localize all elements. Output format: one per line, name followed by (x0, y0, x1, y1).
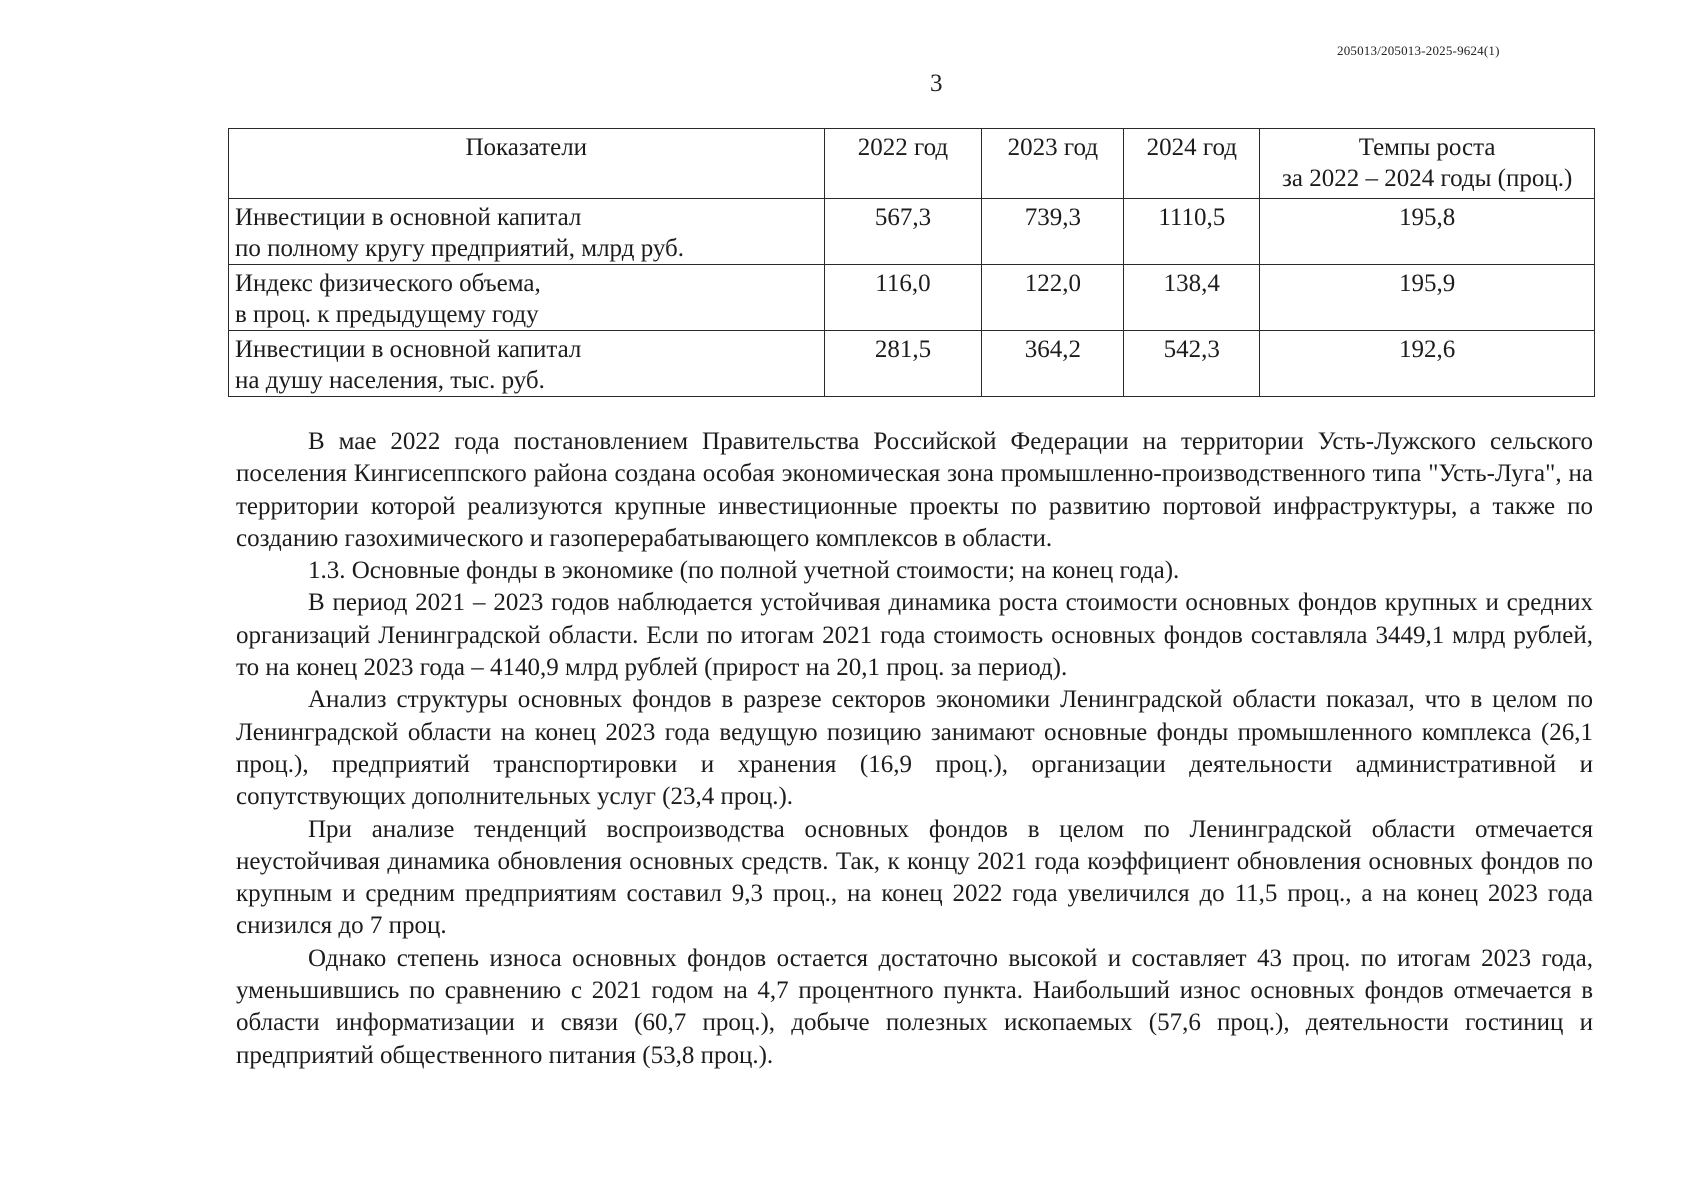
paragraph-special-economic-zone: В мае 2022 года постановлением Правительства Российской Федерации на территории Усть-Лужского сельского поселения Кингисеппского района создана особая экономическая зона промышленно-производственного типа "Усть-Луга", на территории которой реализуются крупные инвестиционные проекты по развитию портовой инфраструктуры, а также по созданию газохимического и газоперерабатывающего комплексов в области. (236, 428, 1593, 552)
indicator-label-line1: Индекс физического объема, (235, 270, 541, 297)
growth-rate-value: 195,9 (1260, 265, 1595, 331)
growth-header-line1: Темпы роста (1358, 134, 1496, 161)
paragraph-fixed-assets-growth: В период 2021 – 2023 годов наблюдается устойчивая динамика роста стоимости основных фондов крупных и средних организаций Ленинградской области. Если по итогам 2021 года стоимость основных фондов составляла 3449,1 млрд рублей, то на конец 2023 года – 4140,9 млрд рублей (прирост на 20,1 проц. за период). (236, 589, 1593, 682)
table-header-row (229, 129, 1595, 199)
value-2022: 116,0 (824, 265, 982, 331)
table-row (229, 265, 1595, 331)
column-header-2022: 2022 год (824, 129, 982, 199)
growth-rate-value: 195,8 (1260, 199, 1595, 265)
table-row (229, 199, 1595, 265)
section-heading-fixed-assets: 1.3. Основные фонды в экономике (по полной учетной стоимости; на конец года). (308, 557, 1180, 585)
column-header-growth-rate (1260, 129, 1595, 199)
page-number: 3 (930, 70, 943, 97)
column-header-2023: 2023 год (982, 129, 1124, 199)
value-2022: 281,5 (824, 331, 982, 397)
growth-header-line2: за 2022 – 2024 годы (проц.) (1281, 165, 1573, 192)
value-2024: 138,4 (1124, 265, 1260, 331)
column-header-indicator: Показатели (229, 129, 825, 199)
table-row (229, 331, 1595, 397)
value-2023: 739,3 (982, 199, 1124, 265)
value-2024: 1110,5 (1124, 199, 1260, 265)
indicator-label-line1: Инвестиции в основной капитал (235, 204, 582, 231)
paragraph-depreciation: Однако степень износа основных фондов остается достаточно высокой и составляет 43 проц. по итогам 2023 года, уменьшившись по сравнению с 2021 годом на 4,7 процентного пункта. Наибольший износ основных фондов отмечается в области информатизации и связи (60,7 проц.), добыче полезных ископаемых (57,6 проц.), деятельности гостиниц и предприятий общественного питания (53,8 проц.). (236, 944, 1593, 1069)
indicator-label-line2: в проц. к предыдущему году (235, 301, 539, 328)
indicator-label-line1: Инвестиции в основной капитал (235, 336, 582, 363)
document-registration-number: 205013/205013-2025-9624(1) (1337, 43, 1500, 58)
indicator-cell (229, 265, 825, 331)
value-2023: 364,2 (982, 331, 1124, 397)
value-2024: 542,3 (1124, 331, 1260, 397)
value-2023: 122,0 (982, 265, 1124, 331)
indicator-label-line2: по полному кругу предприятий, млрд руб. (235, 235, 684, 262)
indicator-cell (229, 331, 825, 397)
growth-rate-value: 192,6 (1260, 331, 1595, 397)
indicator-cell (229, 199, 825, 265)
document-body (236, 426, 1593, 1072)
paragraph-renewal-dynamics: При анализе тенденций воспроизводства основных фондов в целом по Ленинградской области отмечается неустойчивая динамика обновления основных средств. Так, к концу 2021 года коэффициент обновления основных фондов по крупным и средним предприятиям составил 9,3 проц., на конец 2022 года увеличился до 11,5 проц., а на конец 2023 года снизился до 7 проц. (236, 815, 1593, 940)
value-2022: 567,3 (824, 199, 982, 265)
indicator-label-line2: на душу населения, тыс. руб. (235, 367, 545, 394)
investment-indicators-table (228, 128, 1595, 397)
column-header-2024: 2024 год (1124, 129, 1260, 199)
paragraph-fixed-assets-structure: Анализ структуры основных фондов в разрезе секторов экономики Ленинградской области показал, что в целом по Ленинградской области на конец 2023 года ведущую позицию занимают основные фонды промышленного комплекса (26,1 проц.), предприятий транспортировки и хранения (16,9 проц.), организации деятельности административной и сопутствующих дополнительных услуг (23,4 проц.). (236, 686, 1593, 811)
